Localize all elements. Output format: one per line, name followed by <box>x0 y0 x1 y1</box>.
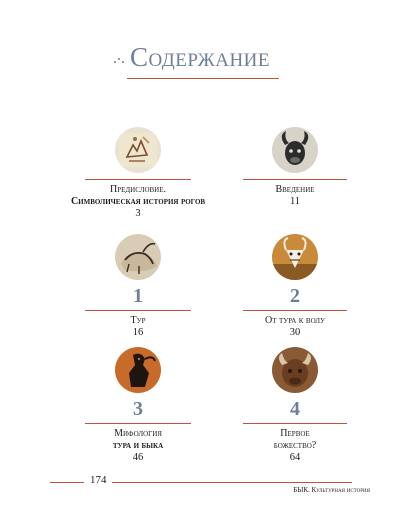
toc-entry-chapter-2[interactable] <box>220 234 370 339</box>
entry-page: 11 <box>289 196 301 207</box>
entry-number <box>63 173 213 175</box>
toc-entry-introduction[interactable] <box>220 127 370 208</box>
footer-rule-right <box>112 482 352 483</box>
entry-page: 3 <box>135 208 141 219</box>
entry-rule <box>243 423 347 424</box>
ornament-icon <box>112 56 126 66</box>
entry-page: 30 <box>289 327 301 338</box>
entry-title[interactable]: Мифология тура и быка <box>112 428 164 451</box>
page-title-text: Содержание <box>129 42 271 72</box>
toc-entry-chapter-1[interactable] <box>63 234 213 339</box>
entry-number: 1 <box>133 285 143 307</box>
chapter-2-thumbnail <box>272 234 318 280</box>
entry-page: 16 <box>132 327 144 338</box>
entry-rule <box>243 179 347 180</box>
entry-title[interactable]: Тур <box>130 315 146 326</box>
preface-thumbnail <box>115 127 161 173</box>
entry-title[interactable]: Введение <box>275 184 315 195</box>
introduction-thumbnail <box>272 127 318 173</box>
entry-rule <box>243 310 347 311</box>
entry-title[interactable]: Предисловие. Символическая история рогов <box>70 184 206 207</box>
entry-rule <box>85 179 191 180</box>
entry-number: 4 <box>290 398 300 420</box>
entry-rule <box>85 423 191 424</box>
footer-page-number: 174 <box>90 474 107 486</box>
entry-number: 2 <box>290 285 300 307</box>
toc-entry-chapter-4[interactable] <box>220 347 370 464</box>
toc-entry-preface[interactable] <box>63 127 213 220</box>
running-title: БЫК. Культурная история <box>293 486 370 494</box>
chapter-3-thumbnail <box>115 347 161 393</box>
title-underline <box>127 78 279 79</box>
chapter-4-thumbnail <box>272 347 318 393</box>
page-title <box>130 42 270 73</box>
entry-number: 3 <box>133 398 143 420</box>
entry-title[interactable]: Первое божество? <box>273 428 317 451</box>
entry-title[interactable]: От тура к волу <box>264 315 326 326</box>
entry-page: 46 <box>132 452 144 463</box>
entry-number <box>220 173 370 175</box>
toc-header <box>0 42 400 73</box>
toc-entry-chapter-3[interactable] <box>63 347 213 464</box>
entry-rule <box>85 310 191 311</box>
footer-rule-left <box>50 482 84 483</box>
entry-page: 64 <box>289 452 301 463</box>
chapter-1-thumbnail <box>115 234 161 280</box>
